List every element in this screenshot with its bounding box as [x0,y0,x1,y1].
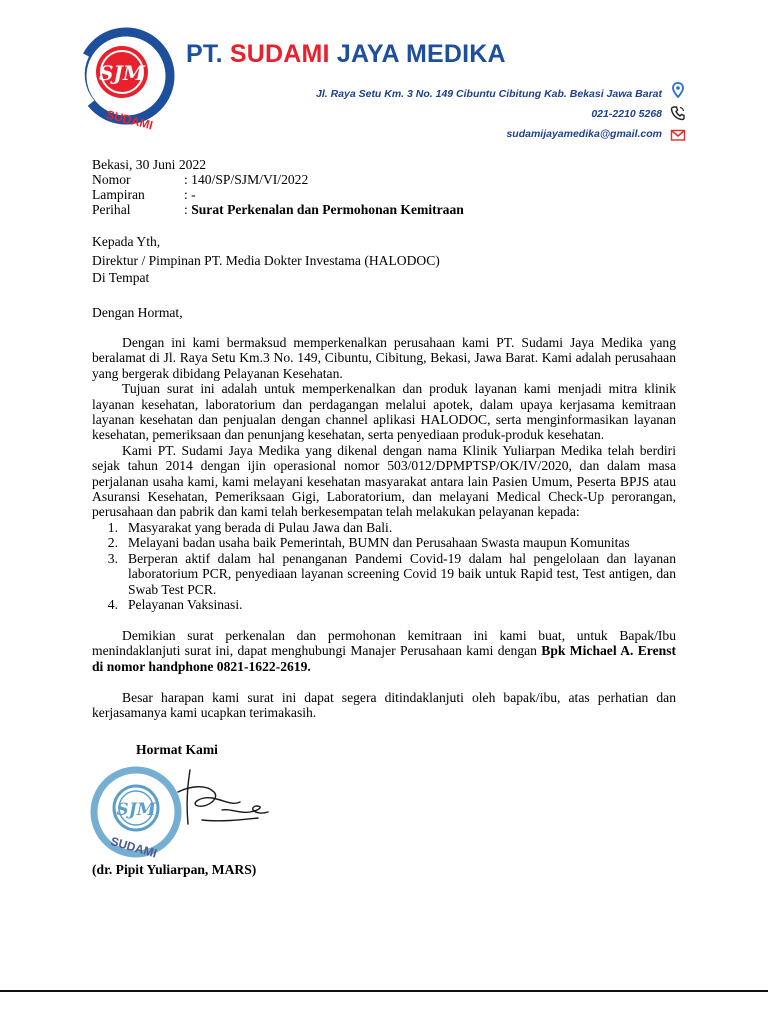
recipient-greeting: Kepada Yth, [92,234,161,249]
perihal-label: Perihal [92,202,131,217]
svg-text:SJM: SJM [98,61,146,85]
svg-text:SUDAMI: SUDAMI [105,107,155,132]
company-logo [70,24,182,132]
list-item: 4. Pelayanan Vaksinasi. [107,597,243,613]
paragraph-hope: Besar harapan kami surat ini dapat segera ditindaklanjuti oleh bapak/ibu, atas perhatian dan kerjasamanya kami ucapkan terimakasih. [92,690,676,721]
list-item: 1. Masyarakat yang berada di Pulau Jawa dan Bali. [107,520,393,535]
nomor-value: : 140/SP/SJM/VI/2022 [184,172,309,187]
letter-body [92,335,676,520]
paragraph-intro: Dengan ini kami bermaksud memperkenalkan perusahaan kami PT. Sudami Jaya Medika yang beralamat di Jl. Raya Setu Km.3 No. 149, Cibuntu, Cibitung, Bekasi, Jawa Barat. Kami adalah perusahaan yang bergerak dibidang Pelayanan Kesehatan. [92,335,676,381]
recipient-name: Direktur / Pimpinan PT. Media Dokter Investama (HALODOC) [92,253,440,268]
company-phone: 021-2210 5268 [591,108,662,120]
regards: Hormat Kami [136,742,218,757]
signer-name: (dr. Pipit Yuliarpan, MARS) [92,862,257,877]
recipient-location: Di Tempat [92,270,150,285]
company-name: PT. SUDAMI JAYA MEDIKA [186,40,506,68]
lampiran-value: : - [184,187,196,202]
phone-icon [670,105,686,121]
salutation: Dengan Hormat, [92,305,183,320]
signature [160,762,290,842]
svg-text:SUDAMI: SUDAMI [109,834,159,861]
paragraph-company-profile: Kami PT. Sudami Jaya Medika yang dikenal dengan nama Klinik Yuliarpan Medika telah berdiri sejak tahun 2014 dengan ijin operasional nomor 503/012/DPMPTSP/OK/IV/2020, dan dalam masa perjalanan usaha kami, kami melayani kesehatan masyarakat antara lain Pasien Umum, Peserta BPJS atau Asuransi Kesehatan, Pemeriksaan Gigi, Laboratorium, dan melayani Medical Check-Up perorangan, perusahaan dan pabrik dan kami telah berkesempatan telah melakukan pelayanan kepada: [92,442,676,520]
gmail-icon [670,127,686,143]
nomor-label: Nomor [92,172,131,187]
lampiran-label: Lampiran [92,187,145,202]
place-date: Bekasi, 30 Juni 2022 [92,157,207,172]
company-address: Jl. Raya Setu Km. 3 No. 149 Cibuntu Cibitung Kab. Bekasi Jawa Barat [315,88,662,100]
list-item: 3. Berperan aktif dalam hal penanganan Pandemi Covid-19 dalam hal pengelolaan dan layanan laboratorium PCR, penyediaan layanan screening Covid 19 baik untuk Rapid test, Test antigen, dan Swab Test PCR. [107,550,676,597]
paragraph-purpose: Tujuan surat ini adalah untuk memperkenalkan dan produk layanan kami menjadi mitra klinik layanan kesehatan, laboratorium dan perdagangan melalui apotek, dalam upaya kerjasama kemitraan layanan kesehatan dan penjualan dengan channel aplikasi HALODOC, serta menginformasikan layanan kesehatan, pemeriksaan dan penunjang kesehatan, serta penyediaan produk-produk kesehatan. [92,381,676,443]
footer-divider [0,990,768,992]
location-pin-icon [670,82,686,98]
list-item: 2. Melayani badan usaha baik Pemerintah, BUMN dan Perusahaan Swasta maupun Komunitas [107,535,630,551]
company-email: sudamijayamedika@gmail.com [506,128,662,140]
contact-person: Bpk Michael A. Erenst di nomor handphone 0821-1622-2619. [92,643,677,674]
svg-text:SJM: SJM [116,800,156,820]
perihal-value: : Surat Perkenalan dan Permohonan Kemitraan [184,202,464,217]
service-list [92,520,676,612]
paragraph-closing: Demikian surat perkenalan dan permohonan kemitraan ini kami buat, untuk Bapak/Ibu menindaklanjuti surat ini, dapat menghubungi Manajer Perusahaan kami dengan Bpk Michael A. Erenst di nomor handphone 0821-1622-2619. [92,628,677,674]
